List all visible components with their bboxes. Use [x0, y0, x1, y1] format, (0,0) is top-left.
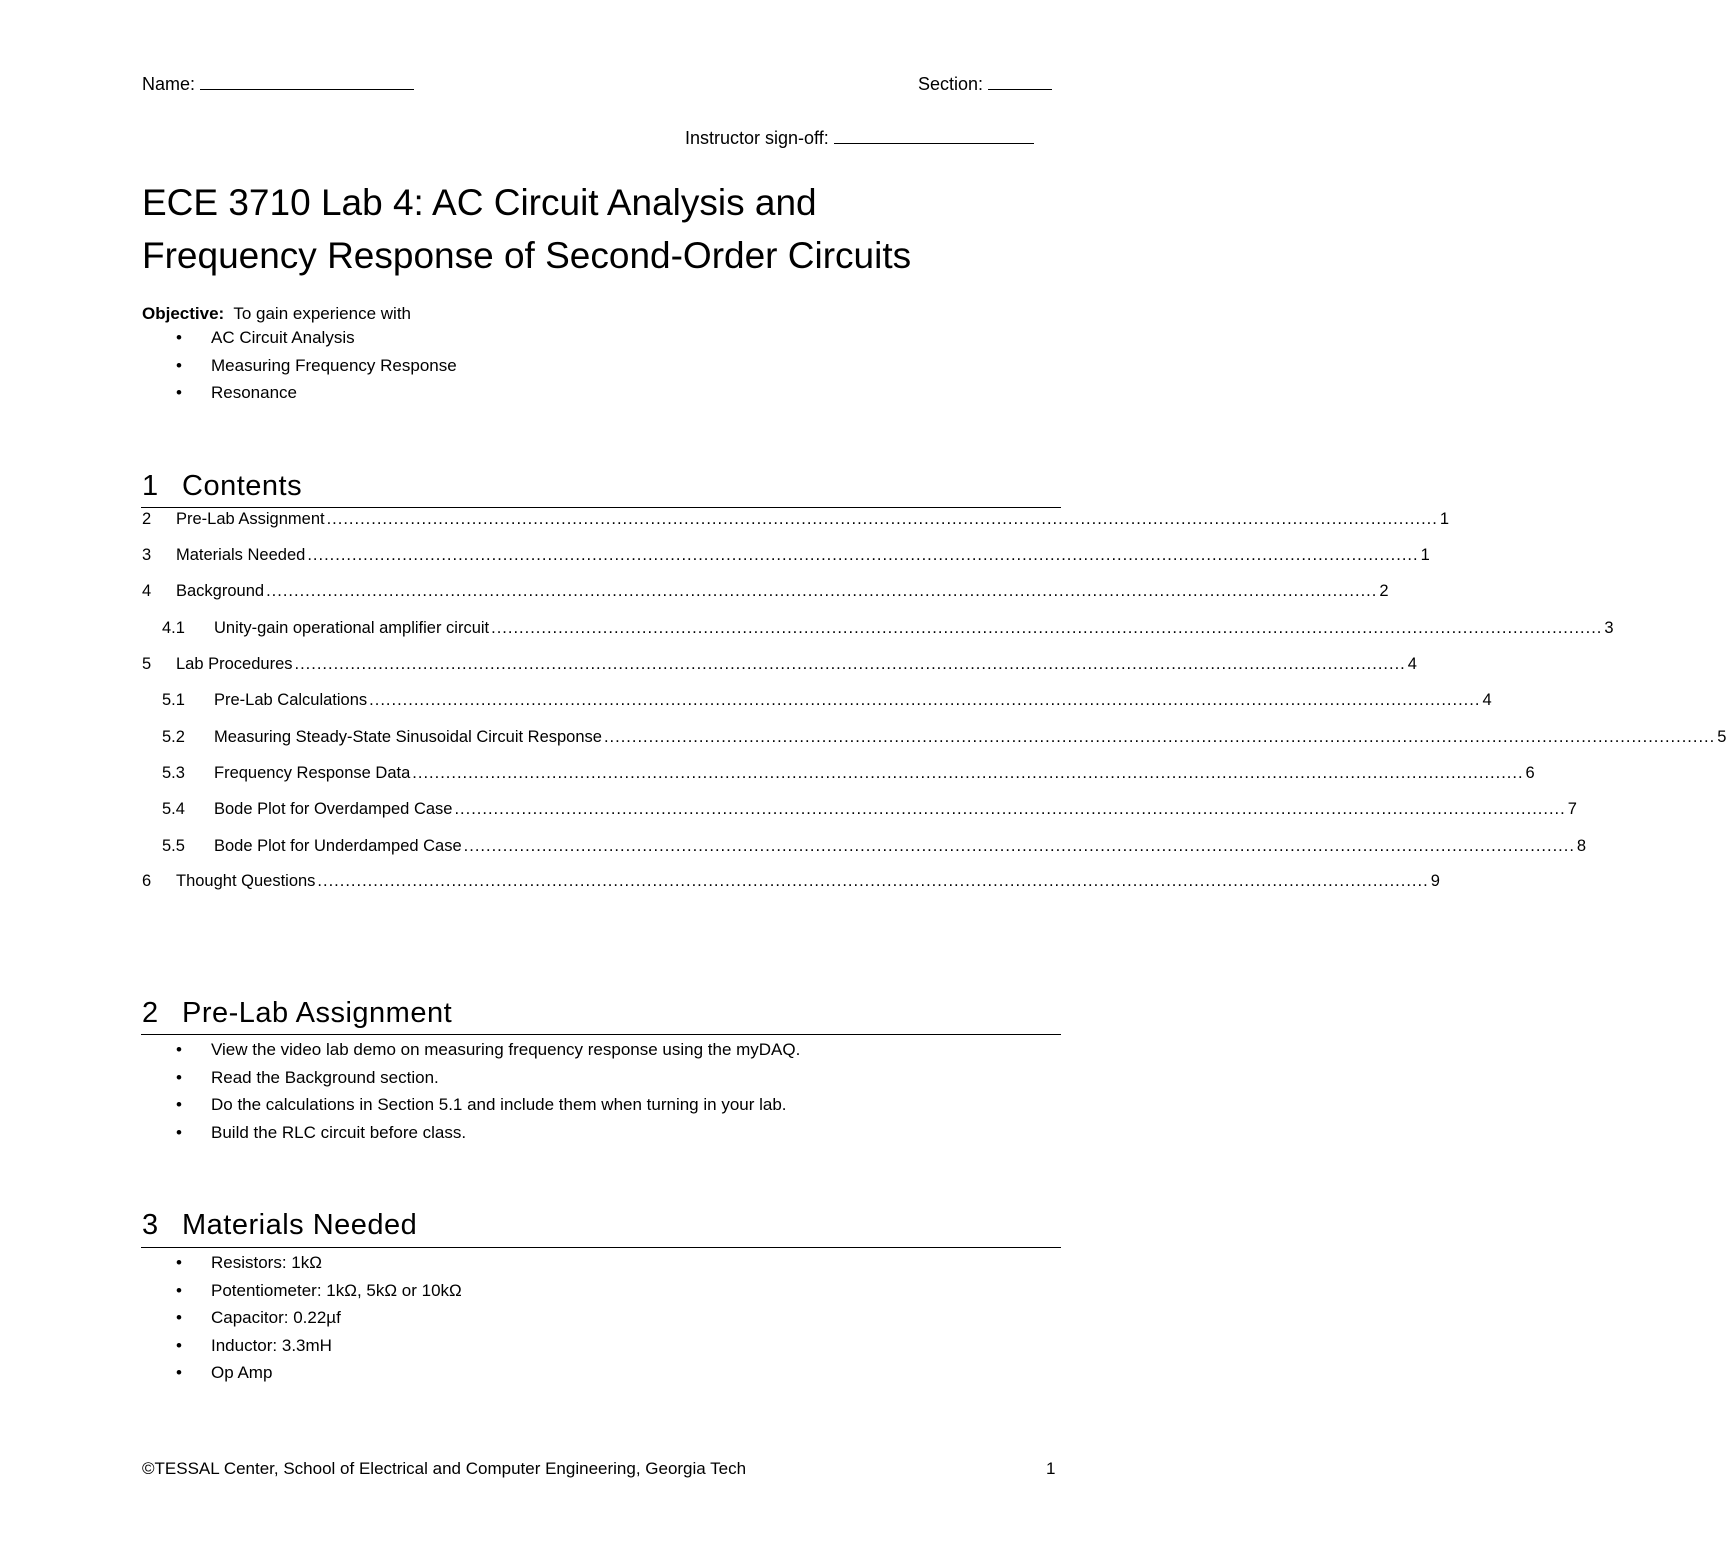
toc-entry[interactable] [162, 619, 1614, 643]
objective-label: Objective: [142, 304, 225, 323]
materials-item: • Potentiometer: 1kΩ, 5kΩ or 10kΩ [142, 1277, 462, 1305]
section-field [918, 73, 1052, 95]
toc-entry-title: Background [176, 582, 265, 600]
toc-entry-number: 3 [142, 546, 152, 564]
toc-entry-title: Unity-gain operational amplifier circuit [214, 619, 490, 637]
materials-heading-number: 3 [142, 1209, 159, 1241]
materials-item: • Capacitor: 0.22µf [142, 1304, 462, 1332]
toc-entry-page: 4 [1407, 655, 1417, 673]
contents-heading-text: Contents [182, 470, 303, 502]
toc-entry-title: Bode Plot for Underdamped Case [214, 837, 462, 855]
toc-entry[interactable] [142, 872, 1440, 896]
toc-leader-dots: ....................................................................................................................................................................................................... [317, 872, 1429, 890]
toc-leader-dots: ....................................................................................................................................................................................................... [412, 764, 1524, 782]
toc-entry[interactable] [142, 655, 1417, 679]
objective-item: • Measuring Frequency Response [142, 352, 457, 380]
toc-entry-number: 5.3 [162, 764, 185, 782]
materials-heading-text: Materials Needed [182, 1209, 418, 1241]
toc-leader-dots: ....................................................................................................................................................................................................... [491, 619, 1603, 637]
signoff-blank-line [834, 127, 1034, 144]
toc-leader-dots: ....................................................................................................................................................................................................... [266, 582, 1378, 600]
prelab-item: • Read the Background section. [142, 1064, 800, 1092]
toc-entry-page: 5 [1717, 728, 1726, 746]
objective-item: • Resonance [142, 379, 457, 407]
toc-entry-title: Lab Procedures [176, 655, 293, 673]
toc-entry[interactable] [142, 510, 1450, 534]
toc-entry-number: 5 [142, 655, 152, 673]
toc-entry-number: 4 [142, 582, 152, 600]
prelab-item: • Do the calculations in Section 5.1 and include them when turning in your lab. [142, 1091, 800, 1119]
toc-entry-number: 2 [142, 510, 152, 528]
contents-heading [142, 470, 302, 503]
toc-entry-page: 9 [1430, 872, 1440, 890]
toc-entry-title: Pre-Lab Assignment [176, 510, 325, 528]
materials-heading [142, 1209, 417, 1242]
title-line-1: ECE 3710 Lab 4: AC Circuit Analysis and [142, 182, 817, 223]
toc-entry[interactable] [162, 728, 1726, 752]
title-line-2: Frequency Response of Second-Order Circuits [142, 235, 912, 276]
name-label: Name: [142, 74, 196, 94]
toc-entry-title: Thought Questions [176, 872, 316, 890]
toc-entry-number: 6 [142, 872, 152, 890]
toc-entry-page: 4 [1482, 691, 1492, 709]
footer-copyright: ©TESSAL Center, School of Electrical and Computer Engineering, Georgia Tech [142, 1459, 747, 1478]
toc-entry[interactable] [162, 764, 1535, 788]
toc-entry-page: 1 [1439, 510, 1450, 528]
toc-entry-page: 3 [1604, 619, 1614, 637]
toc-leader-dots: ....................................................................................................................................................................................................... [454, 800, 1566, 818]
objective-item: • AC Circuit Analysis [142, 324, 457, 352]
materials-rule [141, 1247, 1061, 1248]
toc-entry[interactable] [142, 582, 1389, 606]
toc-entry-number: 5.2 [162, 728, 185, 746]
signoff-field [685, 127, 1034, 149]
toc-entry[interactable] [162, 837, 1587, 861]
toc-leader-dots: ....................................................................................................................................................................................................... [326, 510, 1438, 528]
toc-entry-page: 6 [1525, 764, 1535, 782]
toc-leader-dots: ....................................................................................................................................................................................................... [294, 655, 1406, 673]
materials-item: • Inductor: 3.3mH [142, 1332, 462, 1360]
toc-leader-dots: ....................................................................................................................................................................................................... [463, 837, 1575, 855]
toc-entry-page: 7 [1567, 800, 1577, 818]
document-title [142, 176, 1102, 282]
toc-entry-title: Measuring Steady-State Sinusoidal Circuit Response [214, 728, 602, 746]
prelab-heading-text: Pre-Lab Assignment [182, 997, 453, 1029]
toc-leader-dots: ....................................................................................................................................................................................................... [369, 691, 1481, 709]
prelab-rule [141, 1034, 1061, 1035]
toc-entry-page: 2 [1379, 582, 1389, 600]
toc-leader-dots: ....................................................................................................................................................................................................... [603, 728, 1716, 746]
toc-entry-number: 5.5 [162, 837, 185, 855]
toc-entry[interactable] [162, 691, 1492, 715]
name-field [142, 73, 414, 95]
toc-entry-number: 5.4 [162, 800, 185, 818]
toc-entry[interactable] [142, 546, 1430, 570]
toc-entry-number: 4.1 [162, 619, 185, 637]
toc-entry-title: Materials Needed [176, 546, 306, 564]
materials-item: • Op Amp [142, 1359, 462, 1387]
toc-entry-title: Bode Plot for Overdamped Case [214, 800, 453, 818]
section-blank-line [988, 73, 1052, 90]
materials-list [142, 1249, 462, 1387]
prelab-heading-number: 2 [142, 997, 159, 1029]
contents-heading-number: 1 [142, 470, 159, 502]
signoff-label: Instructor sign-off: [685, 128, 829, 148]
table-of-contents [142, 510, 1726, 890]
prelab-list [142, 1036, 800, 1146]
objective-list [142, 324, 457, 407]
toc-entry[interactable] [162, 800, 1577, 824]
toc-entry-page: 8 [1576, 837, 1587, 855]
name-blank-line [200, 73, 414, 90]
toc-entry-number: 5.1 [162, 691, 185, 709]
contents-rule [141, 507, 1061, 508]
toc-entry-title: Pre-Lab Calculations [214, 691, 368, 709]
materials-item: • Resistors: 1kΩ [142, 1249, 462, 1277]
toc-entry-title: Frequency Response Data [214, 764, 411, 782]
section-label: Section: [918, 74, 984, 94]
prelab-heading [142, 997, 452, 1030]
objective [142, 304, 411, 324]
toc-entry-page: 1 [1420, 546, 1430, 564]
objective-intro: To gain experience with [233, 304, 412, 323]
footer-page-number: 1 [1046, 1459, 1056, 1478]
prelab-item: • Build the RLC circuit before class. [142, 1119, 800, 1147]
toc-leader-dots: ....................................................................................................................................................................................................... [307, 546, 1419, 564]
prelab-item: • View the video lab demo on measuring frequency response using the myDAQ. [142, 1036, 800, 1064]
